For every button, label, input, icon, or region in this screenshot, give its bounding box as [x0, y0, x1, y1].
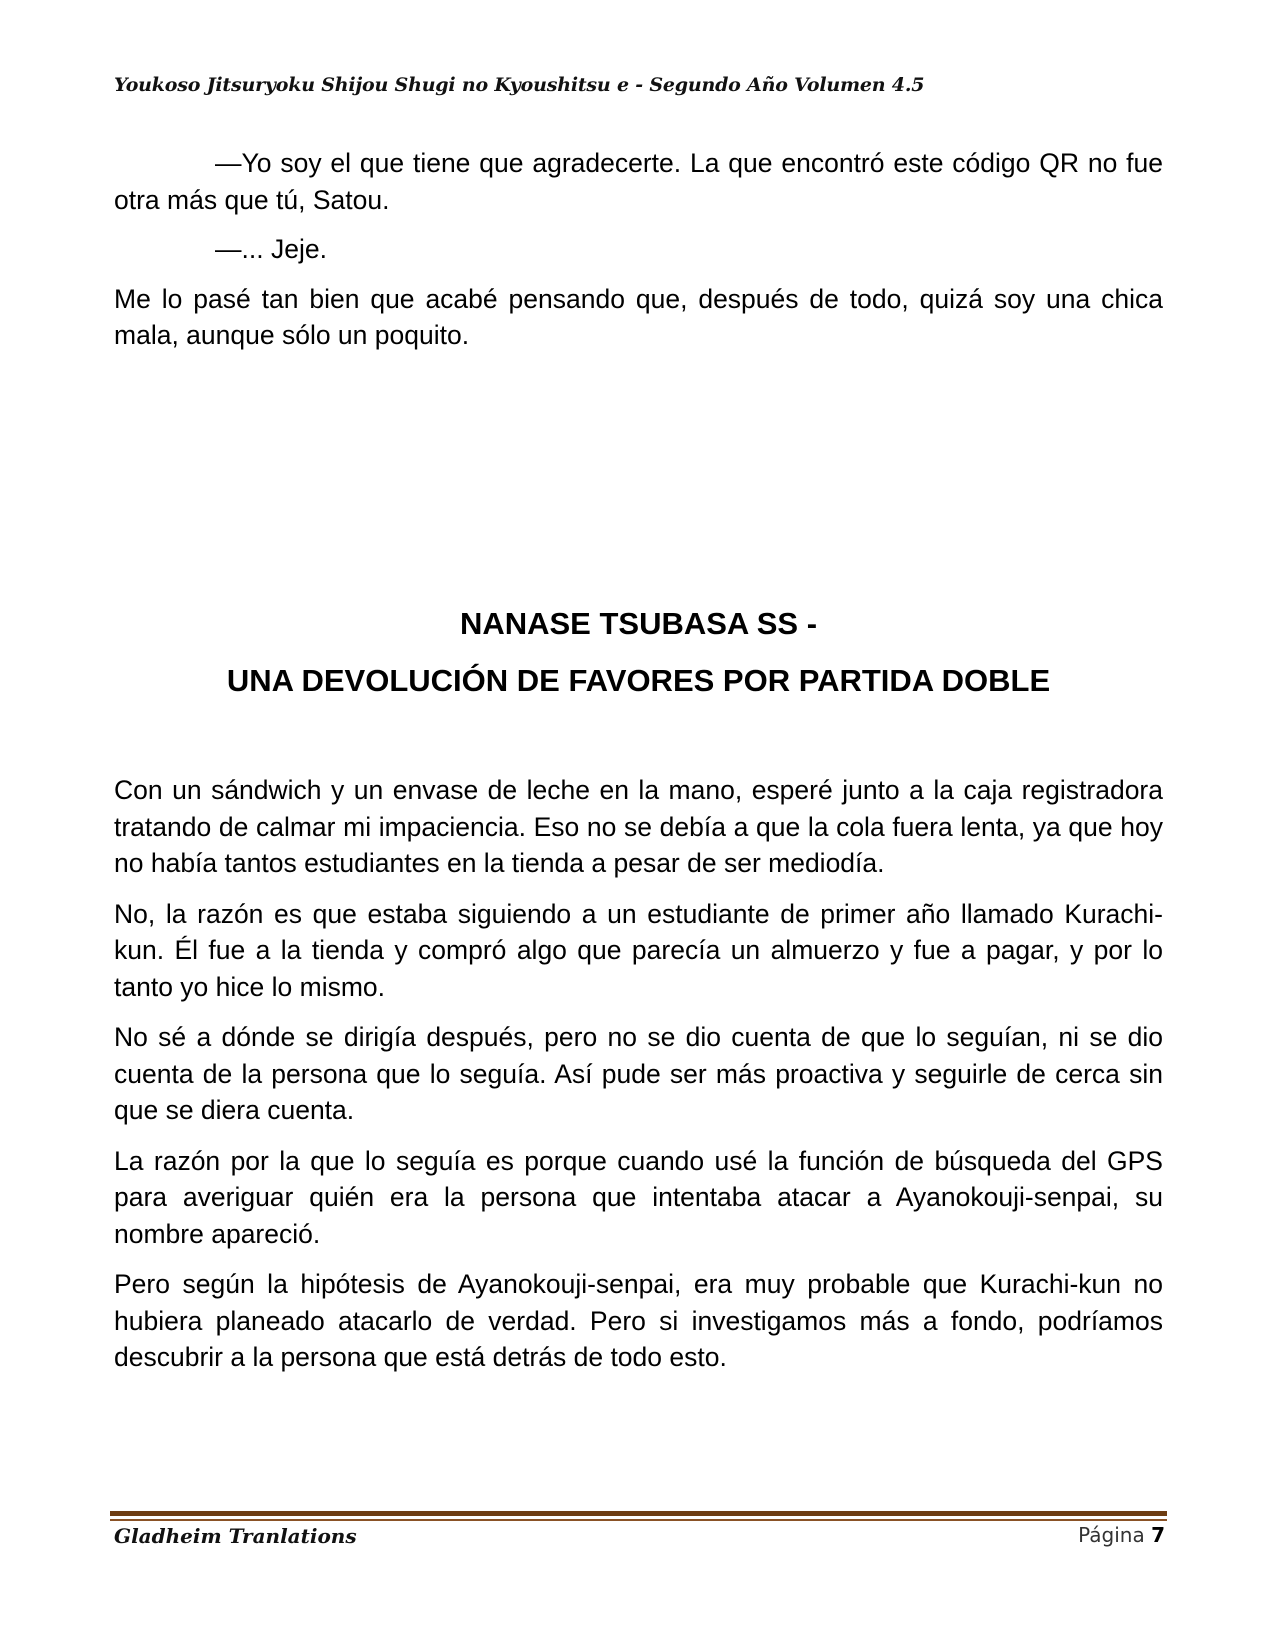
- page-number: 7: [1151, 1523, 1165, 1547]
- footer-page-indicator: [1078, 1523, 1165, 1547]
- page-label: Página: [1078, 1523, 1145, 1547]
- footer-translator-credit: Gladheim Tranlations: [114, 1524, 357, 1548]
- top-section: [114, 145, 1163, 354]
- chapter-title-line-1: NANASE TSUBASA SS -: [459, 606, 818, 641]
- body-paragraph: La razón por la que lo seguía es porque cuando usé la función de búsqueda del GPS para averiguar quién era la persona que intentaba atacar a Ayanokouji-senpai, su nombre apareció.: [114, 1145, 1163, 1249]
- body-paragraph: No, la razón es que estaba siguiendo a un estudiante de primer año llamado Kurachi-kun. Él fue a la tienda y compró algo que parecía un almuerzo y fue a pagar, y por lo tanto yo hice lo mismo.: [114, 898, 1163, 1002]
- dialog-paragraph: —Yo soy el que tiene que agradecerte. La que encontró este código QR no fue otra más que tú, Satou.: [114, 148, 1163, 215]
- footer-divider-thick: [110, 1511, 1167, 1516]
- running-header: Youkoso Jitsuryoku Shijou Shugi no Kyoushitsu e - Segundo Año Volumen 4.5: [114, 74, 925, 96]
- dialog-paragraph: —... Jeje.: [215, 234, 327, 264]
- body-paragraph: No sé a dónde se dirigía después, pero no se dio cuenta de que lo seguían, ni se dio cuenta de la persona que lo seguía. Así pude ser más proactiva y seguirle de cerca sin que se diera cuenta.: [114, 1022, 1163, 1125]
- chapter-body: [114, 772, 1163, 1376]
- body-paragraph: Pero según la hipótesis de Ayanokouji-senpai, era muy probable que Kurachi-kun no hubiera planeado atacarlo de verdad. Pero si investigamos más a fondo, podríamos descubrir a la persona que está detrás de todo esto.: [114, 1269, 1163, 1372]
- chapter-title-line-2: UNA DEVOLUCIÓN DE FAVORES POR PARTIDA DOBLE: [226, 663, 1051, 698]
- body-paragraph: Con un sándwich y un envase de leche en la mano, esperé junto a la caja registradora tratando de calmar mi impaciencia. Eso no se debía a que la cola fuera lenta, ya que hoy no había tantos estudiantes en la tienda a pesar de ser mediodía.: [114, 775, 1163, 878]
- footer-divider: [110, 1511, 1167, 1523]
- body-paragraph: Me lo pasé tan bien que acabé pensando que, después de todo, quizá soy una chica mala, aunque sólo un poquito.: [114, 283, 1163, 350]
- footer-divider-thin: [110, 1519, 1167, 1521]
